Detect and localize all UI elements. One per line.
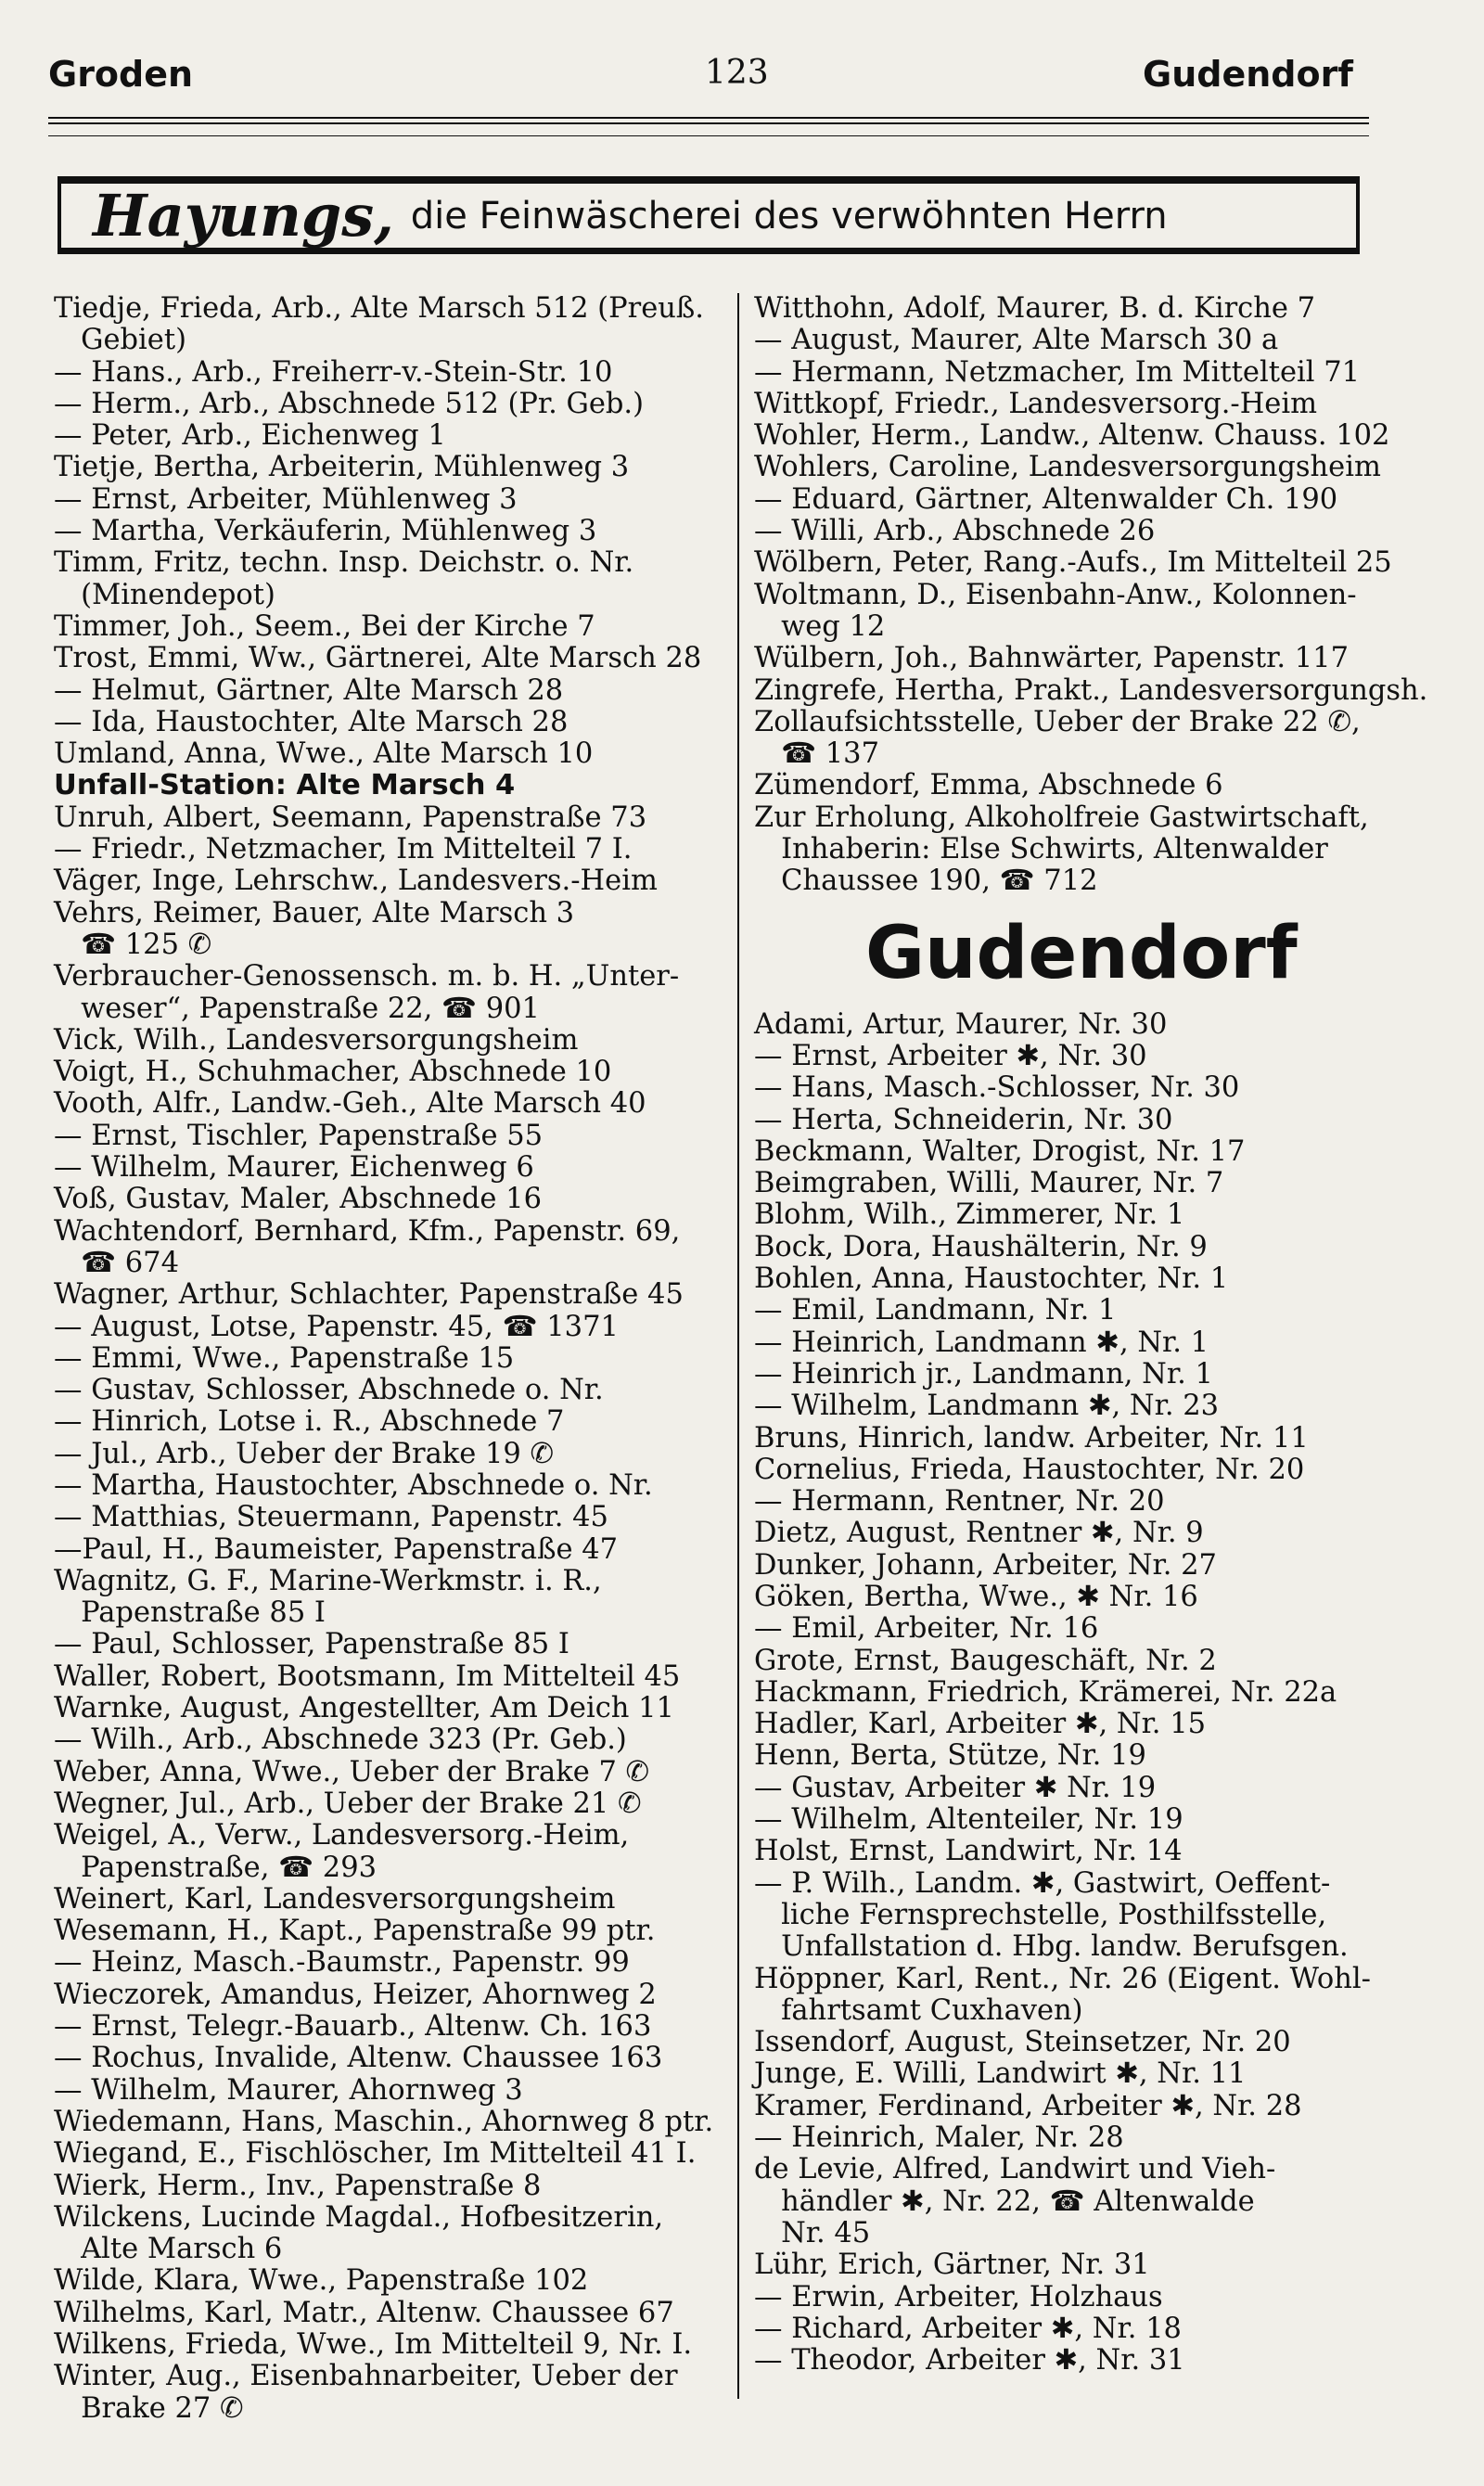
directory-entry: Chaussee 190, ☎ 712 (754, 865, 1098, 898)
directory-entry: — Wilhelm, Landmann ✱, Nr. 23 (754, 1390, 1220, 1423)
directory-entry: — Wilhelm, Altenteiler, Nr. 19 (754, 1803, 1183, 1837)
directory-entry: Wagnitz, G. F., Marine-Werkmstr. i. R., (54, 1564, 602, 1597)
directory-entry: — Hans, Masch.-Schlosser, Nr. 30 (754, 1071, 1240, 1105)
directory-entry: Adami, Artur, Maurer, Nr. 30 (754, 1007, 1168, 1041)
directory-entry: Unruh, Albert, Seemann, Papenstraße 73 (54, 801, 647, 834)
header-rule-thin (48, 135, 1369, 136)
directory-entry: Vick, Wilh., Landesversorgungsheim (54, 1023, 579, 1057)
directory-entry: weser“, Papenstraße 22, ☎ 901 (54, 992, 540, 1025)
directory-entry: Wohler, Herm., Landw., Altenw. Chauss. 102 (754, 419, 1390, 453)
directory-entry: Väger, Inge, Lehrschw., Landesvers.-Heim (54, 865, 658, 898)
directory-entry: Wölbern, Peter, Rang.-Aufs., Im Mittelteil 25 (754, 546, 1392, 580)
directory-entry: Zingrefe, Hertha, Prakt., Landesversorgungsh. (754, 673, 1428, 707)
directory-entry: — Jul., Arb., Ueber der Brake 19 ✆ (54, 1437, 555, 1470)
header-rule-bottom (48, 122, 1369, 124)
directory-entry: Grote, Ernst, Baugeschäft, Nr. 2 (754, 1644, 1217, 1677)
directory-entry: — Paul, Schlosser, Papenstraße 85 I (54, 1628, 569, 1661)
directory-entry: — Emil, Landmann, Nr. 1 (754, 1294, 1117, 1327)
directory-entry: ☎ 674 (54, 1246, 179, 1279)
directory-entry: Unfallstation d. Hbg. landw. Berufsgen. (754, 1930, 1349, 1964)
directory-entry: — Wilh., Arb., Abschnede 323 (Pr. Geb.) (54, 1724, 627, 1757)
directory-entry: Zollaufsichtsstelle, Ueber der Brake 22 ✆, (754, 705, 1361, 738)
directory-entry: Wilde, Klara, Wwe., Papenstraße 102 (54, 2264, 589, 2298)
directory-entry: Umland, Anna, Wwe., Alte Marsch 10 (54, 737, 594, 771)
directory-entry: Voß, Gustav, Maler, Abschnede 16 (54, 1183, 542, 1216)
directory-entry: — Willi, Arb., Abschnede 26 (754, 515, 1156, 548)
section-heading: Gudendorf (865, 911, 1298, 995)
directory-entry: Weigel, A., Verw., Landesversorg.-Heim, (54, 1819, 630, 1852)
directory-entry: Holst, Ernst, Landwirt, Nr. 14 (754, 1835, 1183, 1868)
directory-entry: Voigt, H., Schuhmacher, Abschnede 10 (54, 1056, 612, 1089)
directory-entry: Bruns, Hinrich, landw. Arbeiter, Nr. 11 (754, 1421, 1309, 1454)
directory-entry: — Ernst, Arbeiter ✱, Nr. 30 (754, 1039, 1147, 1072)
directory-entry: weg 12 (754, 609, 886, 643)
directory-entry: fahrtsamt Cuxhaven) (754, 1993, 1083, 2027)
directory-entry: — Hermann, Netzmacher, Im Mittelteil 71 (754, 355, 1361, 389)
directory-entry: Weinert, Karl, Landesversorgungsheim (54, 1882, 616, 1916)
directory-entry: — Ernst, Tischler, Papenstraße 55 (54, 1119, 544, 1152)
directory-entry: Kramer, Ferdinand, Arbeiter ✱, Nr. 28 (754, 2089, 1302, 2122)
directory-entry: — Wilhelm, Maurer, Ahornweg 3 (54, 2073, 523, 2107)
directory-entry: Nr. 45 (754, 2216, 871, 2249)
directory-entry: — Matthias, Steuermann, Papenstr. 45 (54, 1501, 608, 1534)
directory-entry: — Ida, Haustochter, Alte Marsch 28 (54, 705, 569, 738)
directory-entry: de Levie, Alfred, Landwirt und Vieh- (754, 2153, 1276, 2186)
directory-entry: Papenstraße, ☎ 293 (54, 1851, 377, 1884)
directory-entry: — Rochus, Invalide, Altenw. Chaussee 163 (54, 2042, 663, 2075)
directory-entry: Vehrs, Reimer, Bauer, Alte Marsch 3 (54, 896, 575, 929)
directory-entry: Wilkens, Frieda, Wwe., Im Mittelteil 9, Nr. I. (54, 2328, 693, 2361)
directory-entry: — Emmi, Wwe., Papenstraße 15 (54, 1341, 515, 1375)
directory-entry: (Minendepot) (54, 578, 275, 611)
directory-entry: — P. Wilh., Landm. ✱, Gastwirt, Oeffent- (754, 1866, 1331, 1900)
directory-entry: Zümendorf, Emma, Abschnede 6 (754, 769, 1223, 802)
directory-entry: — Wilhelm, Maurer, Eichenweg 6 (54, 1151, 534, 1185)
directory-entry: — Gustav, Schlosser, Abschnede o. Nr. (54, 1374, 604, 1407)
directory-entry: Witthohn, Adolf, Maurer, B. d. Kirche 7 (754, 292, 1316, 325)
directory-entry: — Theodor, Arbeiter ✱, Nr. 31 (754, 2344, 1185, 2377)
directory-entry: Winter, Aug., Eisenbahnarbeiter, Ueber der (54, 2360, 678, 2393)
directory-entry: — Hans., Arb., Freiherr-v.-Stein-Str. 10 (54, 355, 613, 389)
directory-entry: — Helmut, Gärtner, Alte Marsch 28 (54, 673, 564, 707)
directory-entry: Woltmann, D., Eisenbahn-Anw., Kolonnen- (754, 578, 1357, 611)
directory-entry: Warnke, August, Angestellter, Am Deich 11 (54, 1692, 674, 1725)
directory-entry: Wiegand, E., Fischlöscher, Im Mittelteil 41 I. (54, 2137, 697, 2171)
directory-entry: Junge, E. Willi, Landwirt ✱, Nr. 11 (754, 2057, 1247, 2091)
directory-entry: Wagner, Arthur, Schlachter, Papenstraße 45 (54, 1278, 684, 1312)
directory-entry: Hadler, Karl, Arbeiter ✱, Nr. 15 (754, 1708, 1207, 1741)
directory-entry: Wegner, Jul., Arb., Ueber der Brake 21 ✆ (54, 1787, 642, 1820)
directory-entry: Wierk, Herm., Inv., Papenstraße 8 (54, 2169, 542, 2202)
directory-entry: Zur Erholung, Alkoholfreie Gastwirtschaft, (754, 801, 1369, 834)
directory-entry: — Martha, Verkäuferin, Mühlenweg 3 (54, 515, 597, 548)
directory-entry: Beimgraben, Willi, Maurer, Nr. 7 (754, 1167, 1224, 1200)
directory-entry: Dietz, August, Rentner ✱, Nr. 9 (754, 1517, 1204, 1550)
column-divider (737, 293, 739, 2399)
directory-entry: — Emil, Arbeiter, Nr. 16 (754, 1612, 1099, 1646)
directory-entry: Wieczorek, Amandus, Heizer, Ahornweg 2 (54, 1978, 657, 2011)
directory-entry: — August, Maurer, Alte Marsch 30 a (754, 324, 1279, 357)
ad-slogan: die Feinwäscherei des verwöhnten Herrn (410, 194, 1168, 237)
directory-entry: Beckmann, Walter, Drogist, Nr. 17 (754, 1134, 1246, 1168)
directory-entry: Wachtendorf, Bernhard, Kfm., Papenstr. 69, (54, 1214, 681, 1248)
directory-entry: liche Fernsprechstelle, Posthilfsstelle, (754, 1898, 1327, 1931)
directory-entry: Trost, Emmi, Ww., Gärtnerei, Alte Marsch 28 (54, 642, 702, 675)
directory-entry: Tietje, Bertha, Arbeiterin, Mühlenweg 3 (54, 451, 630, 484)
directory-entry: Inhaberin: Else Schwirts, Altenwalder (754, 833, 1328, 866)
header-left-place: Groden (48, 54, 194, 95)
directory-entry: — Richard, Arbeiter ✱, Nr. 18 (754, 2312, 1182, 2345)
directory-entry: — Heinrich, Maler, Nr. 28 (754, 2121, 1124, 2155)
directory-entry: Vooth, Alfr., Landw.-Geh., Alte Marsch 40 (54, 1087, 646, 1121)
directory-entry: Bock, Dora, Haushälterin, Nr. 9 (754, 1230, 1208, 1263)
directory-entry: Tiedje, Frieda, Arb., Alte Marsch 512 (Preuß. (54, 292, 704, 325)
directory-entry: Timm, Fritz, techn. Insp. Deichstr. o. Nr. (54, 546, 634, 580)
header-rule-top (48, 117, 1369, 119)
directory-entry: — Heinz, Masch.-Baumstr., Papenstr. 99 (54, 1946, 630, 1980)
header-right-place: Gudendorf (1143, 54, 1353, 95)
directory-entry: Lühr, Erich, Gärtner, Nr. 31 (754, 2249, 1150, 2282)
directory-entry: — Herm., Arb., Abschnede 512 (Pr. Geb.) (54, 387, 645, 420)
directory-entry: —Paul, H., Baumeister, Papenstraße 47 (54, 1532, 619, 1566)
directory-entry: Issendorf, August, Steinsetzer, Nr. 20 (754, 2026, 1291, 2059)
directory-entry: Henn, Berta, Stütze, Nr. 19 (754, 1739, 1146, 1773)
directory-entry: Waller, Robert, Bootsmann, Im Mittelteil 45 (54, 1659, 681, 1693)
directory-entry: Blohm, Wilh., Zimmerer, Nr. 1 (754, 1198, 1185, 1232)
ad-brand: Hayungs, (93, 182, 394, 250)
advertisement-banner (58, 176, 1360, 254)
directory-entry: Alte Marsch 6 (54, 2233, 283, 2266)
directory-entry: — Ernst, Arbeiter, Mühlenweg 3 (54, 482, 518, 516)
directory-entry: — Heinrich jr., Landmann, Nr. 1 (754, 1357, 1213, 1390)
directory-entry: Höppner, Karl, Rent., Nr. 26 (Eigent. Wohl- (754, 1962, 1371, 1995)
directory-entry: Brake 27 ✆ (54, 2391, 244, 2425)
directory-entry: Wilckens, Lucinde Magdal., Hofbesitzerin, (54, 2200, 664, 2234)
directory-entry: ☎ 125 ✆ (54, 928, 212, 961)
directory-entry: — Friedr., Netzmacher, Im Mittelteil 7 I. (54, 833, 633, 866)
directory-entry: Wiedemann, Hans, Maschin., Ahornweg 8 ptr. (54, 2105, 714, 2138)
directory-entry: — Heinrich, Landmann ✱, Nr. 1 (754, 1326, 1209, 1359)
directory-entry: Wesemann, H., Kapt., Papenstraße 99 ptr. (54, 1915, 656, 1948)
directory-entry: Wülbern, Joh., Bahnwärter, Papenstr. 117 (754, 642, 1349, 675)
left-column (54, 293, 736, 2425)
right-column (754, 292, 1428, 2377)
directory-entry: — Ernst, Telegr.-Bauarb., Altenw. Ch. 163 (54, 2010, 652, 2044)
directory-entry: — Hermann, Rentner, Nr. 20 (754, 1485, 1165, 1519)
directory-entry: Göken, Bertha, Wwe., ✱ Nr. 16 (754, 1580, 1198, 1613)
directory-entry: händler ✱, Nr. 22, ☎ Altenwalde (754, 2185, 1255, 2218)
directory-entry: Cornelius, Frieda, Haustochter, Nr. 20 (754, 1453, 1305, 1486)
directory-entry: Timmer, Joh., Seem., Bei der Kirche 7 (54, 609, 595, 643)
directory-entry: — Erwin, Arbeiter, Holzhaus (754, 2280, 1163, 2313)
directory-entry: Gebiet) (54, 324, 186, 357)
directory-entry: Weber, Anna, Wwe., Ueber der Brake 7 ✆ (54, 1755, 650, 1788)
page-number: 123 (705, 54, 769, 92)
directory-entry: Bohlen, Anna, Haustochter, Nr. 1 (754, 1262, 1229, 1296)
right-column-entries-top (754, 292, 1428, 898)
directory-entry: — Peter, Arb., Eichenweg 1 (54, 419, 446, 453)
right-column-entries-bottom (754, 1009, 1403, 2377)
directory-entry: — Eduard, Gärtner, Altenwalder Ch. 190 (754, 482, 1338, 516)
directory-entry: Wittkopf, Friedr., Landesversorg.-Heim (754, 387, 1318, 420)
directory-entry: Papenstraße 85 I (54, 1596, 326, 1630)
directory-entry: Hackmann, Friedrich, Krämerei, Nr. 22a (754, 1675, 1337, 1709)
directory-entry: Verbraucher-Genossensch. m. b. H. „Unter- (54, 960, 680, 993)
directory-entry: — Herta, Schneiderin, Nr. 30 (754, 1103, 1173, 1136)
directory-entry: Unfall-Station: Alte Marsch 4 (54, 769, 516, 802)
directory-entry: — Hinrich, Lotse i. R., Abschnede 7 (54, 1405, 565, 1439)
directory-entry: ☎ 137 (754, 737, 879, 771)
directory-entry: Wilhelms, Karl, Matr., Altenw. Chaussee 67 (54, 2296, 674, 2329)
directory-entry: Dunker, Johann, Arbeiter, Nr. 27 (754, 1548, 1217, 1582)
directory-entry: Wohlers, Caroline, Landesversorgungsheim (754, 451, 1381, 484)
directory-entry: — Martha, Haustochter, Abschnede o. Nr. (54, 1468, 653, 1502)
directory-entry: — Gustav, Arbeiter ✱ Nr. 19 (754, 1771, 1157, 1804)
directory-entry: — August, Lotse, Papenstr. 45, ☎ 1371 (54, 1310, 619, 1343)
